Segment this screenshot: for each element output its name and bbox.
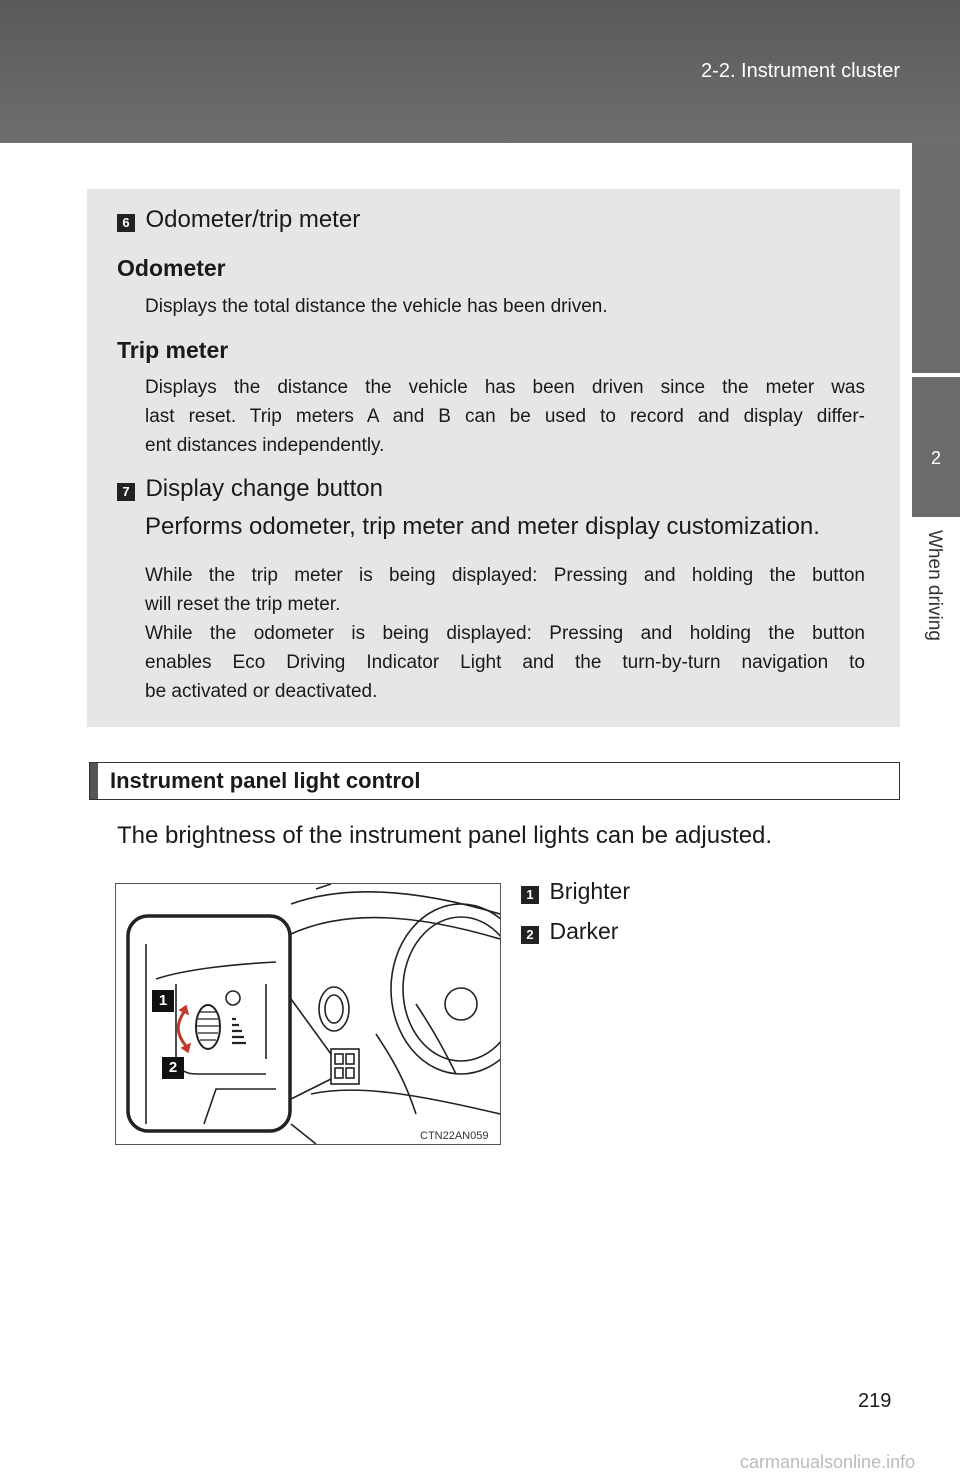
watermark: carmanualsonline.info <box>740 1452 916 1472</box>
side-tab-number: 2 <box>930 448 941 468</box>
trip-line: last reset. Trip meters A and B can be used to record and display differ- <box>145 406 865 427</box>
item-7-badge: 7 <box>117 483 135 501</box>
figure-badge-1: 1 <box>152 990 174 1012</box>
trip-text <box>145 373 865 460</box>
section-intro: The brightness of the instrument panel lights can be adjusted. <box>117 822 773 849</box>
dashboard-illustration <box>115 883 501 1145</box>
header-section-title: 2-2. Instrument cluster <box>701 60 900 82</box>
trip-line: ent distances independently. <box>145 435 385 456</box>
note-line: will reset the trip meter. <box>145 594 341 615</box>
dashboard-drawing <box>116 884 500 1144</box>
button-notes <box>145 561 865 706</box>
side-tab-chapter <box>912 377 960 517</box>
item-7 <box>117 475 383 503</box>
legend-badge-2: 2 <box>521 926 539 944</box>
odometer-text: Displays the total distance the vehicle has been driven. <box>145 296 608 317</box>
item-6-title: Odometer/trip meter <box>145 206 361 233</box>
legend-item-2 <box>521 918 618 945</box>
item-6 <box>117 206 360 234</box>
item-7-title: Display change button <box>145 475 383 502</box>
odometer-heading: Odometer <box>117 255 226 281</box>
section-heading-bar <box>89 762 900 800</box>
side-tab-top <box>912 143 960 373</box>
legend-label-darker: Darker <box>549 918 619 944</box>
section-heading-tab <box>90 763 98 799</box>
item-6-badge: 6 <box>117 214 135 232</box>
legend-badge-1: 1 <box>521 886 539 904</box>
note-line: While the trip meter is being displayed: Pressing and holding the button <box>145 565 865 586</box>
side-tab-label: When driving <box>924 530 945 641</box>
page-header <box>0 0 960 143</box>
legend-label-brighter: Brighter <box>549 878 630 904</box>
trip-heading: Trip meter <box>117 337 229 363</box>
section-title: Instrument panel light control <box>110 768 421 793</box>
page-number: 219 <box>858 1390 892 1412</box>
trip-line: Displays the distance the vehicle has been driven since the meter was <box>145 377 865 398</box>
note-line: enables Eco Driving Indicator Light and the turn-by-turn navigation to <box>145 652 865 673</box>
figure-badge-2: 2 <box>162 1057 184 1079</box>
item-7-subtitle: Performs odometer, trip meter and meter display customization. <box>145 513 820 540</box>
note-line: While the odometer is being displayed: Pressing and holding the button <box>145 623 865 644</box>
legend-item-1 <box>521 878 630 905</box>
note-line: be activated or deactivated. <box>145 681 378 702</box>
figure-code: CTN22AN059 <box>420 1130 489 1142</box>
